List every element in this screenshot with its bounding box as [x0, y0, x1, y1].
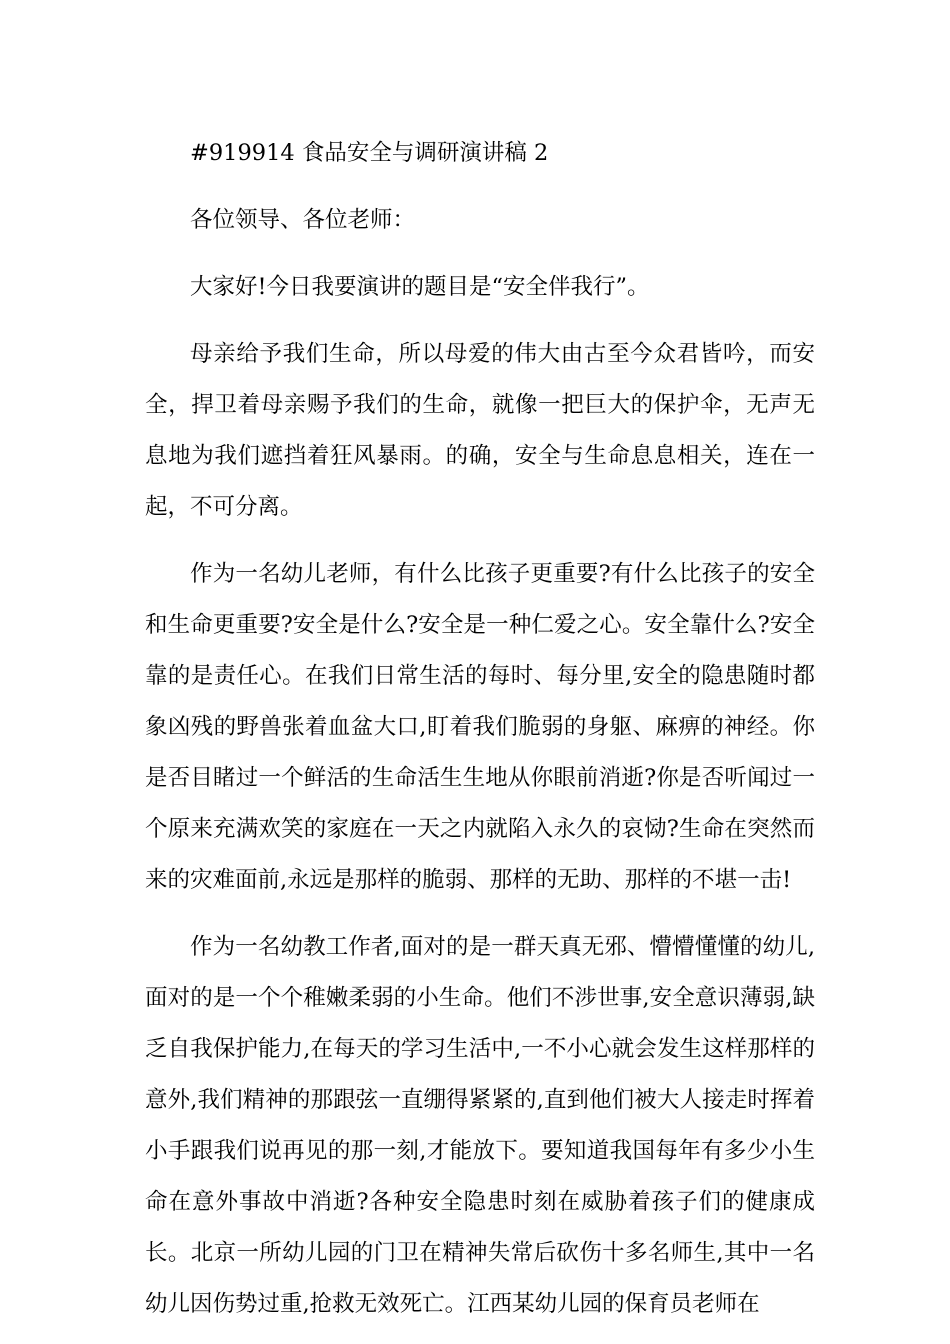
salutation-paragraph: 各位领导、各位老师：	[190, 207, 416, 233]
body-paragraph-3: 作为一名幼教工作者,面对的是一群天真无邪、懵懵懂懂的幼儿,面对的是一个个稚嫩柔弱的小生命。他们不涉世事,安全意识薄弱,缺乏自我保护能力,在每天的学习生活中,一不小心就会发生这样那样的意外,我们精神的那跟弦一直绷得紧紧的,直到他们被大人接走时挥着小手跟我们说再见的那一刻,才能放下。要知道我国每年有多少小生命在意外事故中消逝?各种安全隐患时刻在威胁着孩子们的健康成长。北京一所幼儿园的门卫在精神失常后砍伤十多名师生,其中一名幼儿因伤势过重,抢救无效死亡。江西某幼儿园的保育员老师在	[145, 934, 815, 1317]
document-title: #919914 食品安全与调研演讲稿 2	[190, 140, 549, 166]
opening-paragraph: 大家好!今日我要演讲的题目是“安全伴我行”。	[190, 274, 650, 300]
body-paragraph-1: 母亲给予我们生命，所以母爱的伟大由古至今众君皆吟，而安全，捍卫着母亲赐予我们的生命，就像一把巨大的保护伞，无声无息地为我们遮挡着狂风暴雨。的确，安全与生命息息相关，连在一起，不可分离。	[145, 341, 815, 520]
body-paragraph-2: 作为一名幼儿老师，有什么比孩子更重要?有什么比孩子的安全和生命更重要?安全是什么?安全是一种仁爱之心。安全靠什么?安全靠的是责任心。在我们日常生活的每时、每分里,安全的隐患随时都象凶残的野兽张着血盆大口,盯着我们脆弱的身躯、麻痹的神经。你是否目睹过一个鲜活的生命活生生地从你眼前消逝?你是否听闻过一个原来充满欢笑的家庭在一天之内就陷入永久的哀恸?生命在突然而来的灾难面前,永远是那样的脆弱、那样的无助、那样的不堪一击!	[145, 561, 815, 893]
speech-text	[145, 128, 815, 1330]
